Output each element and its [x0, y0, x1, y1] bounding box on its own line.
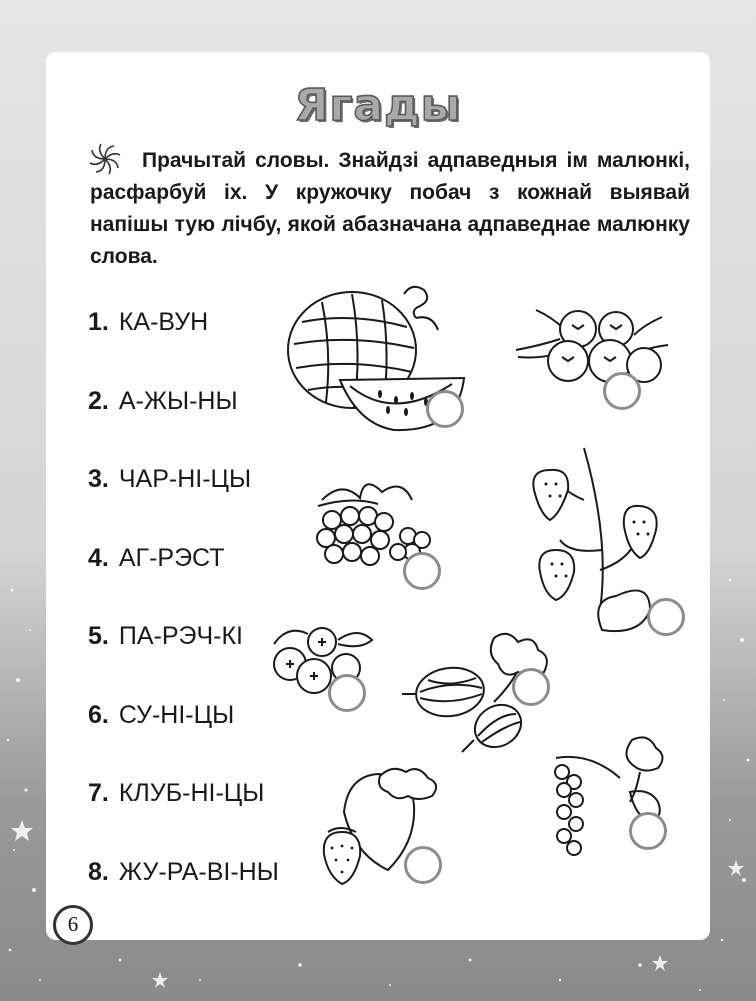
currants-icon — [540, 732, 670, 872]
answer-circle[interactable] — [647, 598, 685, 636]
word-number: 7. — [88, 779, 109, 807]
answer-circle[interactable] — [603, 372, 641, 410]
answer-circle[interactable] — [426, 390, 464, 428]
page-number: 6 — [53, 905, 93, 945]
answer-circle[interactable] — [404, 846, 442, 884]
word-number: 6. — [88, 700, 109, 729]
word-item — [88, 850, 279, 929]
word-item — [88, 614, 279, 693]
word-item — [88, 536, 279, 615]
word-text: СУ-НІ-ЦЫ — [118, 700, 235, 729]
word-text: АГ-РЭСТ — [118, 543, 225, 572]
word-text: ЖУ-РА-ВІ-НЫ — [118, 857, 279, 886]
answer-circle[interactable] — [629, 812, 667, 850]
word-text: КА-ВУН — [118, 308, 209, 336]
word-text: ЧАР-НІ-ЦЫ — [118, 465, 252, 493]
word-list — [88, 300, 279, 928]
answer-circle[interactable] — [403, 552, 441, 590]
word-number: 5. — [88, 622, 109, 650]
word-number: 3. — [88, 465, 109, 493]
word-item — [88, 300, 279, 379]
word-number: 2. — [88, 386, 109, 415]
word-item — [88, 693, 279, 772]
page-title: Ягады — [294, 80, 462, 131]
word-item — [88, 457, 279, 536]
word-text: ПА-РЭЧ-КІ — [118, 622, 243, 650]
word-item — [88, 379, 279, 458]
answer-circle[interactable] — [328, 674, 366, 712]
answer-circle[interactable] — [512, 668, 550, 706]
word-number: 4. — [88, 543, 109, 572]
word-item — [88, 771, 279, 850]
blueberries-icon — [512, 295, 672, 405]
word-number: 8. — [88, 857, 109, 886]
word-text: КЛУБ-НІ-ЦЫ — [118, 779, 265, 807]
word-number: 1. — [88, 308, 109, 336]
word-text: А-ЖЫ-НЫ — [118, 386, 238, 415]
instruction-text: Прачытай словы. Знайдзі адпаведныя ім малюнкі, расфарбуй іх. У кружочку побач з кожнай выявай напішы тую лічбу, якой абазначана адпаведнае малюнку слова. — [90, 149, 690, 268]
